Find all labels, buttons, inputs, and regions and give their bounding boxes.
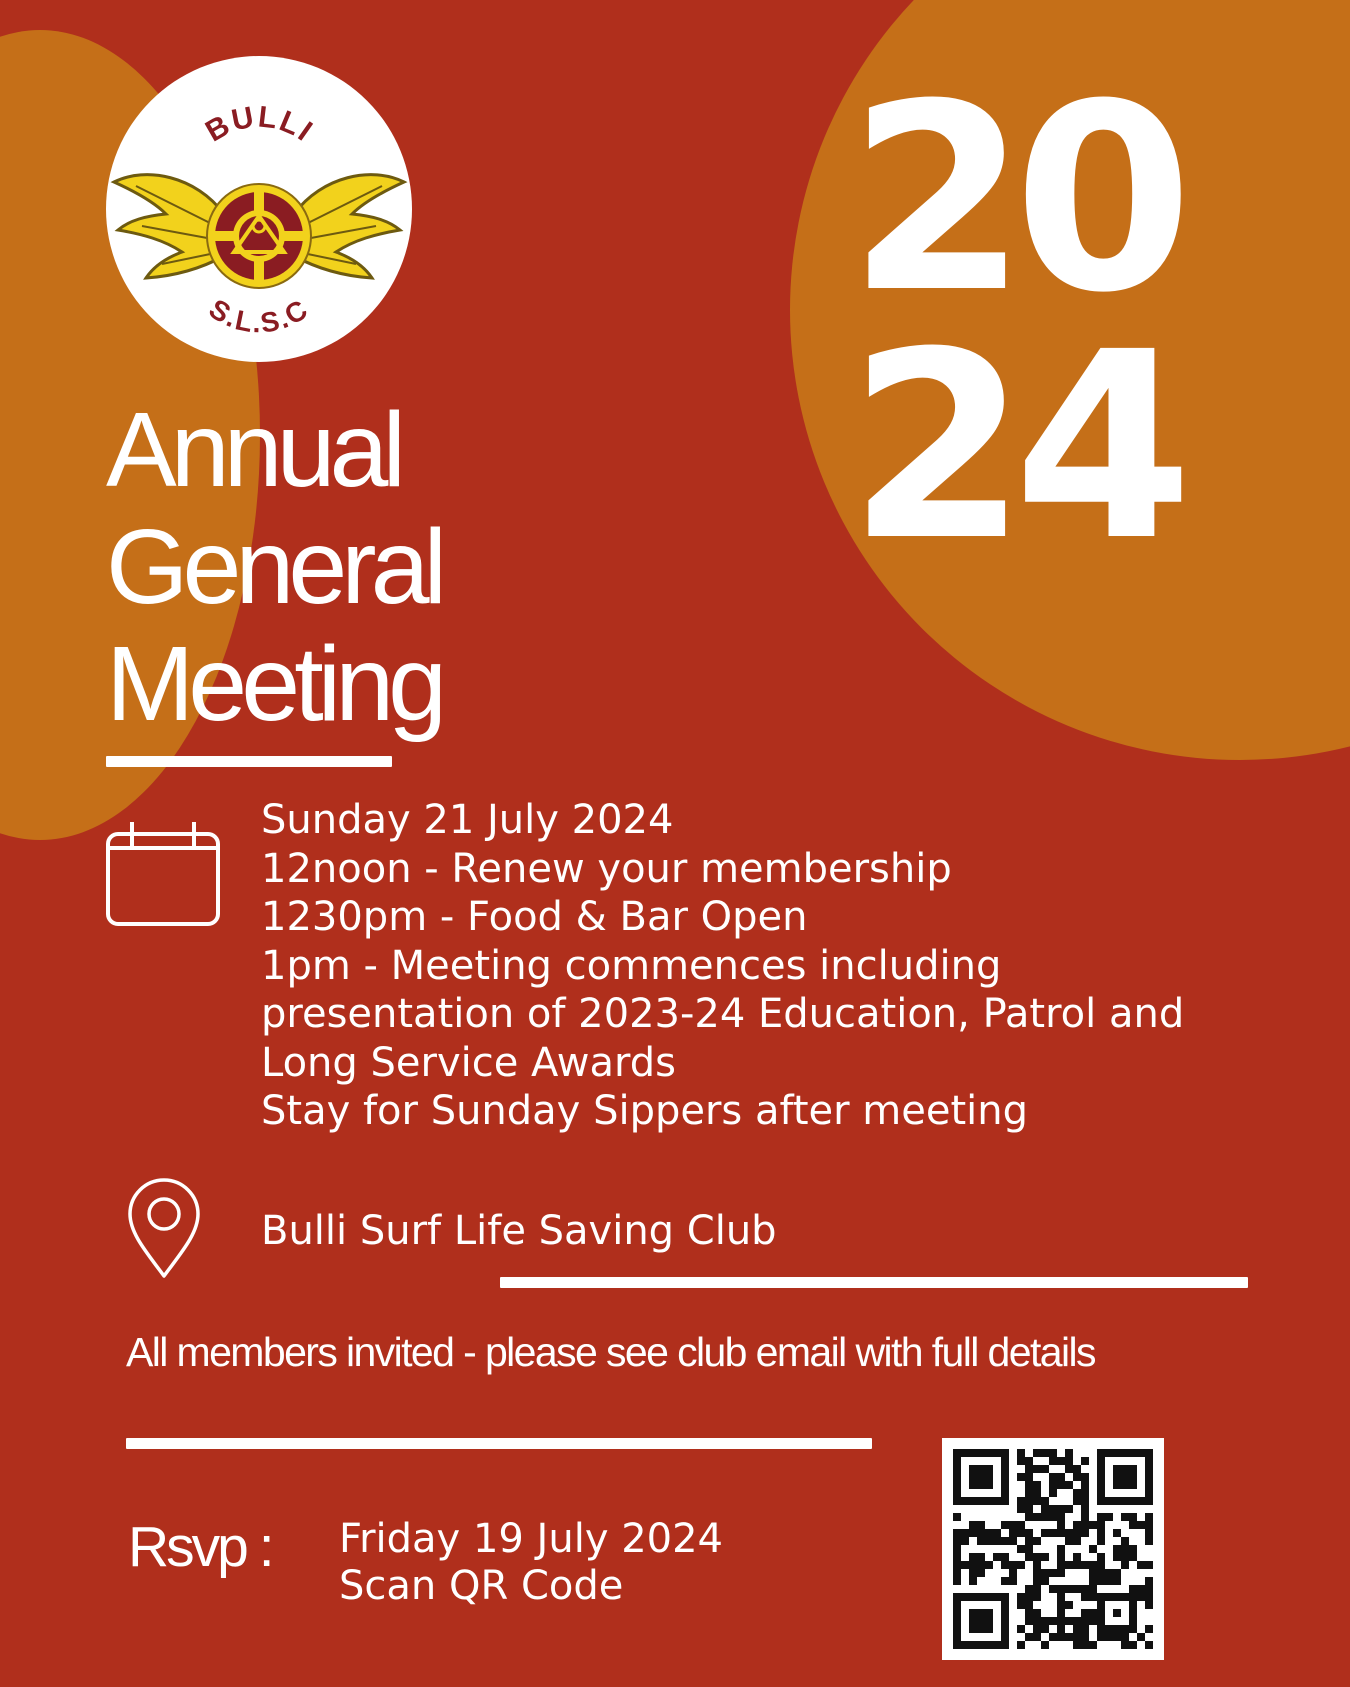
- title-line-2: General: [106, 508, 442, 626]
- divider-location: [500, 1277, 1248, 1288]
- detail-line: Stay for Sunday Sippers after meeting: [261, 1088, 1029, 1134]
- detail-date: Sunday 21 July 2024: [261, 797, 674, 843]
- year-bottom: 24: [848, 297, 1180, 597]
- title-line-3: Meeting: [106, 625, 442, 743]
- club-logo: [106, 56, 412, 362]
- divider-heading: [106, 756, 392, 767]
- map-pin-icon: [124, 1176, 204, 1285]
- rsvp-instruction: Scan QR Code: [339, 1563, 624, 1609]
- rsvp-date: Friday 19 July 2024: [339, 1516, 724, 1562]
- rsvp-label: Rsvp :: [128, 1515, 272, 1579]
- page-title: [106, 392, 441, 743]
- logo-top-text: BULLI: [200, 100, 320, 149]
- event-details: [261, 796, 1184, 1136]
- detail-line: 1pm - Meeting commences including: [261, 942, 1002, 989]
- divider-rsvp: [126, 1438, 872, 1449]
- title-line-1: Annual: [106, 391, 401, 509]
- lifebuoy: [207, 184, 311, 288]
- year-top: 20: [848, 49, 1180, 349]
- detail-line: presentation of 2023-24 Education, Patrol and: [261, 991, 1185, 1037]
- svg-text:S.L.S.C: [204, 293, 315, 339]
- svg-text:BULLI: [200, 100, 319, 148]
- detail-line: 1230pm - Food & Bar Open: [261, 894, 808, 940]
- rsvp-details: [339, 1516, 723, 1610]
- detail-line: 12noon - Renew your membership: [261, 845, 952, 892]
- members-note: All members invited - please see club email with full details: [126, 1329, 1095, 1375]
- detail-line: Long Service Awards: [261, 1039, 676, 1086]
- logo-bottom-text: S.L.S.C: [203, 292, 315, 339]
- qr-code[interactable]: [942, 1438, 1164, 1660]
- calendar-icon: [104, 818, 224, 935]
- event-location: Bulli Surf Life Saving Club: [261, 1208, 777, 1254]
